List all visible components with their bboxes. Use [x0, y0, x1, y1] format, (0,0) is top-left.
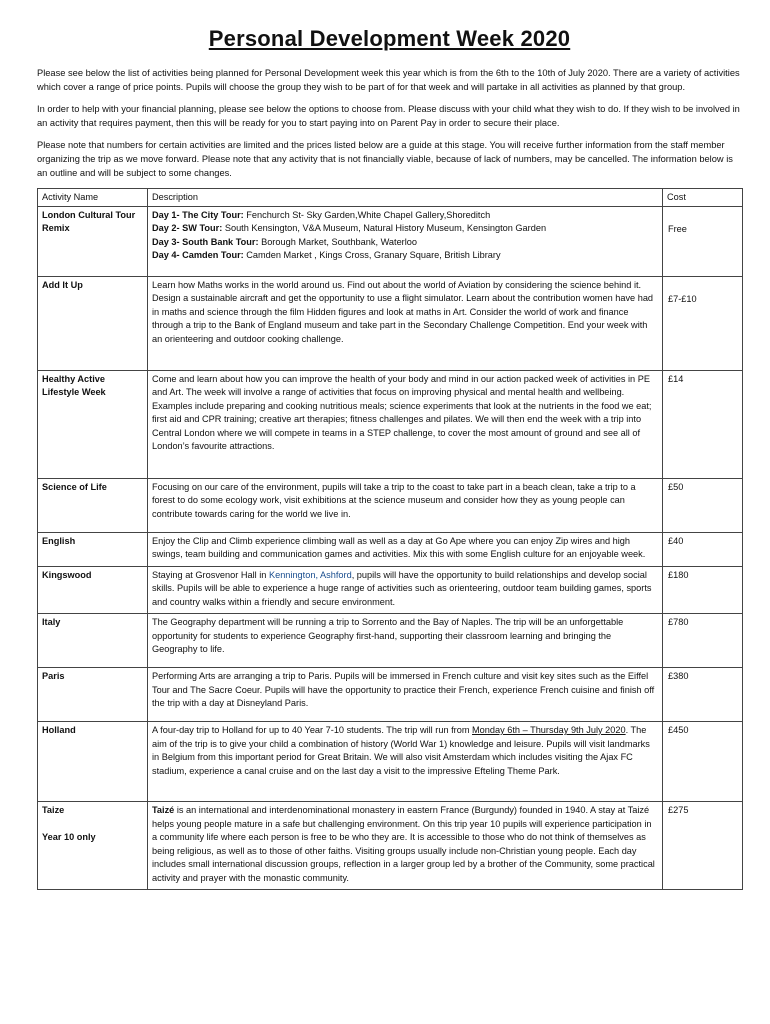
day-label: Day 1- The City Tour: — [152, 209, 244, 220]
day-line — [152, 249, 658, 263]
activity-description — [148, 566, 663, 614]
intro-paragraph-3: Please note that numbers for certain activities are limited and the prices listed below are a guide at this stage. You will receive further information from the staff member organizing the trip as we move forward. Please note that any activity that is not financially viable, because of lack of numbers, may be cancelled. The information below is an outline and will be subject to some changes. — [37, 140, 733, 178]
day-text: Fenchurch St- Sky Garden,White Chapel Gallery,Shoreditch — [243, 209, 491, 220]
activity-cost: £380 — [663, 668, 743, 722]
activity-cost: £40 — [663, 532, 743, 566]
activity-name: Paris — [38, 668, 148, 722]
description-text: Staying at Grosvenor Hall in — [152, 569, 269, 580]
day-text: Camden Market , Kings Cross, Granary Square, British Library — [243, 250, 501, 260]
description-text: is an international and interdenominational monastery in eastern France (Burgundy) founded in 1940. A stay at Taizé helps young people mature in a safe but challenging environment. On this trip year 10 pupils will experience participation in a community life where each person is free to be who they are. It is accessible to those who do not think of themselves as being religious, as well as to those of other faiths. Visiting groups usually include non-Christian young people. Each day includes small international discussion groups, reflection in a larger group led by a brother of the Community, some practical activity and prayer with the monastic community. — [152, 805, 655, 883]
activity-description: Focusing on our care of the environment, pupils will take a trip to the coast to take part in a beach clean, take a trip to a forest to do some ecology work, visit exhibitions at the science museum and consider how they as young people can contribute towards caring for the world we live in. — [148, 478, 663, 532]
activity-name: Holland — [38, 722, 148, 802]
table-row — [38, 614, 743, 668]
activity-name: London Cultural Tour Remix — [38, 206, 148, 276]
activity-cost: £780 — [663, 614, 743, 668]
activity-name: Science of Life — [38, 478, 148, 532]
activity-cost: £450 — [663, 722, 743, 802]
header-cost: Cost — [663, 189, 743, 207]
description-bold: Taizé — [152, 805, 175, 815]
activity-name: English — [38, 532, 148, 566]
activity-name: Healthy Active Lifestyle Week — [38, 370, 148, 478]
location-text: Kennington, Ashford — [268, 569, 352, 580]
description-text: A four-day trip to Holland for up to 40 Year 7-10 students. The trip will run from — [152, 725, 473, 735]
intro-paragraph-2: In order to help with your financial planning, please see below the options to choose from. Please discuss with your child what they wish to do. If they wish to be involved in an activity that requires payment, then this will be ready for you to start paying into on Parent Pay in order to secure their place. — [37, 104, 740, 128]
activities-table — [37, 188, 743, 890]
activity-cost: £180 — [663, 566, 743, 614]
table-row — [38, 532, 743, 566]
table-row — [38, 722, 743, 802]
activity-name: Italy — [38, 614, 148, 668]
day-label: Day 4- Camden Tour: — [152, 250, 244, 260]
day-label: Day 3- South Bank Tour: — [152, 236, 259, 247]
page-title: Personal Development Week 2020 — [208, 26, 571, 51]
activity-description — [148, 802, 663, 890]
activity-name: Add It Up — [38, 276, 148, 370]
header-activity-name: Activity Name — [38, 189, 148, 207]
activity-cost: £275 — [663, 802, 743, 890]
intro-paragraph-1: Please see below the list of activities being planned for Personal Development week this year which is from the 6th to the 10th of July 2020. There are a variety of activities which cover a range of price points. Pupils will choose the group they wish to be part of for that week and will partake in all activities as planned by that group. — [37, 68, 740, 92]
table-row — [38, 370, 743, 478]
day-line — [152, 209, 658, 223]
activity-description — [148, 722, 663, 802]
table-row — [38, 566, 743, 614]
day-line — [152, 236, 658, 250]
activity-cost — [663, 276, 743, 370]
activity-description: Enjoy the Clip and Climb experience climbing wall as well as a day at Go Ape where you can enjoy Zip wires and high swings, team building and communication games and activities. Mix this with some English culture for an enjoyable week. — [148, 532, 663, 566]
table-row — [38, 802, 743, 890]
day-label: Day 2- SW Tour: — [152, 223, 223, 233]
activity-description — [148, 206, 663, 276]
activity-description: The Geography department will be running a trip to Sorrento and the Bay of Naples. The trip will be an unforgettable opportunity for students to experience Geography first-hand, supporting their classroom learning and bringing the Geography to life. — [148, 614, 663, 668]
activity-name: Kingswood — [38, 566, 148, 614]
activity-title: Taize — [42, 805, 65, 815]
description-text: . The aim of the trip is to give your child a combination of history (World War 1) knowledge and leisure. Pupils will visit landmarks in Belgium from this important period for Great Britain. We will also visit Amsterdam which includes visiting the Ajax FC stadium, experience a canal cruise and on the last day a visit to the impressive Efteling Theme Park. — [152, 725, 650, 776]
activity-description: Performing Arts are arranging a trip to Paris. Pupils will be immersed in French culture and visit key sites such as the Eiffel Tour and The Sacre Coeur. Pupils will have the opportunity to practice their French, experience French cuisine and finish off the trip with a day at Disneyland Paris. — [148, 668, 663, 722]
day-text: Borough Market, Southbank, Waterloo — [258, 236, 417, 247]
table-row — [38, 206, 743, 276]
description-text: , pupils will have the opportunity to build relationships and develop social skills. Pupils will be able to experience a huge range of activities such as orienteering, outdoor team building games, sports and country walks within a friendly and secure environment. — [152, 569, 652, 607]
day-text: South Kensington, V&A Museum, Natural History Museum, Kensington Garden — [222, 223, 547, 233]
activity-description: Come and learn about how you can improve the health of your body and mind in our action packed week of activities in PE and Art. The week will involve a range of activities that focus on improving physical and mental health and wellbeing. Examples include preparing and cooking nutritious meals; science experiments that look at the nutrients in the food we eat; first aid and CPR training; creative art therapies; fitness challenges and pilates. We will then end the week with a trip into Central London where we will compete in teams in a STEP challenge, to cover the most amount of ground and see all of London’s favourite attractions. — [148, 370, 663, 478]
cost-value: £7-£10 — [668, 293, 697, 304]
day-line — [152, 222, 658, 236]
header-description: Description — [148, 189, 663, 207]
activity-cost — [663, 206, 743, 276]
table-row — [38, 478, 743, 532]
activity-cost: £50 — [663, 478, 743, 532]
trip-dates: Monday 6th – Thursday 9th July 2020 — [472, 725, 626, 735]
table-row — [38, 276, 743, 370]
activity-cost: £14 — [663, 370, 743, 478]
activity-description: Learn how Maths works in the world around us. Find out about the world of Aviation by considering the science behind it. Design a sustainable aircraft and get the opportunity to use a flight simulator. Learn about the contribution women have had in maths and science through the film Hidden figures and look at maths in Art. Consider the world of work and finance through a trip to the Bank of England museum and take part in the Secondary Challenge Competition. End your week with an orienteering and outdoor cooking challenge. — [148, 276, 663, 370]
table-row — [38, 668, 743, 722]
activity-restriction: Year 10 only — [42, 831, 96, 842]
table-header-row — [38, 189, 743, 207]
activity-name — [38, 802, 148, 890]
cost-value: Free — [668, 223, 687, 234]
